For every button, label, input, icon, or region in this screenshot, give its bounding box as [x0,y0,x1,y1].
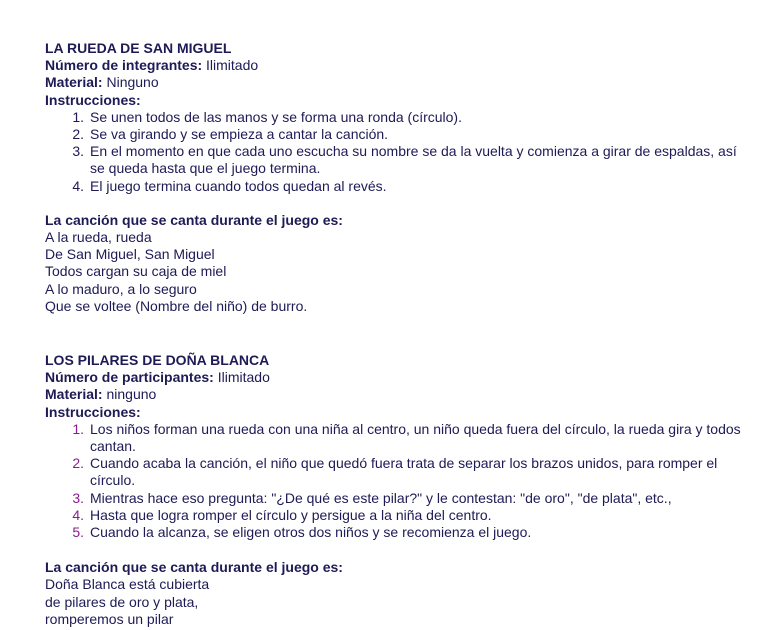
step-number: 5. [72,524,84,541]
instructions-heading: Instrucciones: [45,403,141,420]
step-number: 1. [72,420,84,437]
material-value: ninguno [106,386,157,403]
step-number: 2. [72,455,84,472]
participants-field [45,57,745,74]
step-text: Cuando la alcanza, se eligen otros dos niños y se recomienza el juego. [90,524,532,541]
step-text: Mientras hace eso pregunta: "¿De qué es este pilar?" y le contestan: "de oro", "de plata", etc., [90,489,672,506]
participants-label: Número de participantes: [45,369,214,386]
game-title: LOS PILARES DE DOÑA BLANCA [45,352,270,368]
step-number: 2. [72,126,84,143]
step-text: Hasta que logra romper el círculo y persigue a la niña del centro. [90,506,492,523]
material-field [45,74,745,91]
step-text: Se unen todos de las manos y se forma una ronda (círculo). [90,108,462,125]
song-line: A lo maduro, a lo seguro [45,280,197,297]
song-lyrics [45,229,745,315]
step-number: 4. [72,506,84,523]
song-lyrics [45,576,745,628]
step-text: Cuando acaba la canción, el niño que quedó fuera trata de separar los brazos unidos, para romper el círculo. [90,455,718,489]
material-label: Material: [45,386,103,403]
instructions-list [45,421,745,541]
participants-value: Ilimitado [217,369,270,386]
step-number: 4. [72,177,84,194]
material-label: Material: [45,74,103,91]
instructions-heading: Instrucciones: [45,91,141,108]
participants-label: Número de integrantes: [45,57,203,74]
instruction-step [72,506,745,524]
instruction-step [72,455,745,489]
instruction-step [72,143,745,177]
song-line: Doña Blanca está cubierta [45,576,210,593]
instruction-step [72,420,745,455]
instruction-step [72,108,745,126]
instruction-step [72,177,745,195]
instruction-step [72,524,745,541]
material-value: Ninguno [106,74,159,91]
game-section-rueda-san-miguel [45,40,745,315]
game-section-pilares-dona-blanca [45,352,745,628]
game-title: LA RUEDA DE SAN MIGUEL [45,40,232,56]
song-line: De San Miguel, San Miguel [45,246,215,263]
song-heading: La canción que se canta durante el juego es: [45,559,343,576]
instructions-list [45,109,745,195]
material-field [45,386,745,403]
step-text: Los niños forman una rueda con una niña al centro, un niño queda fuera del círculo, la rueda gira y todos cantan. [90,420,741,455]
step-text: Se va girando y se empieza a cantar la canción. [90,126,389,143]
song-line: de pilares de oro y plata, [45,593,199,610]
song-line: romperemos un pilar [45,610,174,627]
instruction-step [72,126,745,143]
step-text: El juego termina cuando todos quedan al revés. [90,177,387,194]
instruction-step [72,489,745,507]
song-line: Que se voltee (Nombre del niño) de burro. [45,297,308,314]
song-line: A la rueda, rueda [45,229,152,246]
participants-field [45,369,745,386]
step-number: 3. [72,489,84,506]
step-number: 1. [72,108,84,125]
song-heading: La canción que se canta durante el juego es: [45,211,343,228]
step-text: En el momento en que cada uno escucha su nombre se da la vuelta y comienza a girar de espaldas, así se queda hasta que el juego termina. [90,143,737,177]
participants-value: Ilimitado [206,57,259,74]
step-number: 3. [72,143,84,160]
song-line: Todos cargan su caja de miel [45,263,227,280]
